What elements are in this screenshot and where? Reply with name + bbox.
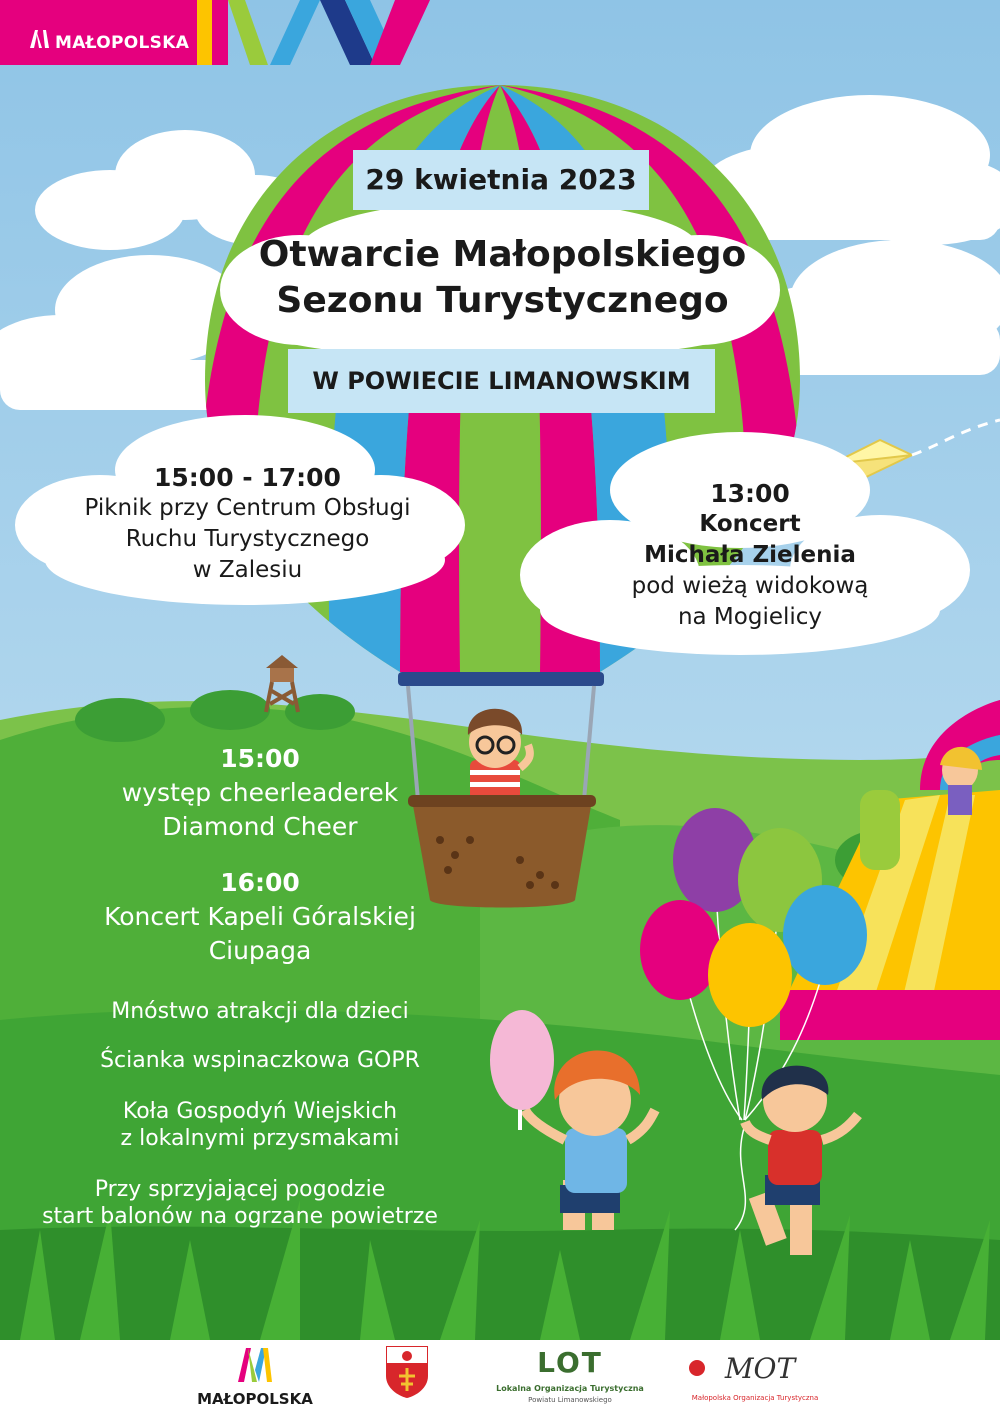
concert-info <box>570 478 930 633</box>
concert-line-1: Koncert <box>699 511 801 537</box>
balloons-line-2: start balonów na ogrzane powietrze <box>42 1204 438 1229</box>
logo-mot-line-1: Małopolska Organizacja Turystyczna <box>691 1394 819 1402</box>
event-date: 29 kwietnia 2023 <box>353 150 649 210</box>
logo-lot <box>490 1346 650 1412</box>
malopolska-logo-icon <box>30 30 50 48</box>
picnic-line-2: Ruchu Turystycznego <box>125 526 370 552</box>
balloon-ring <box>398 672 604 686</box>
program-item-balloons <box>0 1176 480 1230</box>
program-cheer <box>40 742 480 844</box>
concert-line-4: na Mogielicy <box>677 604 823 630</box>
logo-mot-mark: MOT <box>724 1352 796 1385</box>
program-band <box>20 866 500 968</box>
event-title <box>225 232 780 324</box>
cheer-time: 15:00 <box>220 744 300 773</box>
picnic-line-1: Piknik przy Centrum Obsługi <box>84 495 411 521</box>
malopolska-brand-tag <box>0 0 197 65</box>
picnic-info <box>45 462 450 586</box>
picnic-line-3: w Zalesiu <box>192 557 303 583</box>
picnic-time: 15:00 - 17:00 <box>154 463 341 492</box>
title-line-1: Otwarcie Małopolskiego <box>258 234 747 275</box>
footer-logos <box>0 1340 1000 1415</box>
logo-lot-mark: LOT <box>537 1346 603 1379</box>
program-item-kgw <box>20 1098 500 1152</box>
concert-time: 13:00 <box>710 479 790 508</box>
coat-of-arms-icon <box>386 1346 428 1398</box>
event-region: W POWIECIE LIMANOWSKIM <box>288 349 715 413</box>
band-line-1: Koncert Kapeli Góralskiej <box>104 902 416 931</box>
cheer-line-2: Diamond Cheer <box>162 812 358 841</box>
malopolska-color-icon <box>238 1348 272 1382</box>
kgw-line-1: Koła Gospodyń Wiejskich <box>122 1099 398 1124</box>
logo-malopolska <box>190 1348 320 1410</box>
band-time: 16:00 <box>220 868 300 897</box>
brand-name: MAŁOPOLSKA <box>55 33 190 53</box>
concert-line-2: Michała Zielenia <box>644 542 856 568</box>
title-line-2: Sezonu Turystycznego <box>276 280 729 321</box>
program-item-climbing: Ścianka wspinaczkowa GOPR <box>100 1048 420 1073</box>
foreground-grass <box>0 1226 1000 1340</box>
kgw-line-2: z lokalnymi przysmakami <box>120 1126 400 1151</box>
balloons-line-1: Przy sprzyjającej pogodzie <box>94 1177 386 1202</box>
cheer-line-1: występ cheerleaderek <box>121 778 399 807</box>
program-item-kids: Mnóstwo atrakcji dla dzieci <box>111 999 409 1024</box>
logo-lot-line-1: Lokalna Organizacja Turystyczna <box>496 1384 644 1393</box>
band-line-2: Ciupaga <box>208 936 312 965</box>
concert-line-3: pod wieżą widokową <box>631 573 869 599</box>
logo-malopolska-label: MAŁOPOLSKA <box>197 1390 313 1408</box>
logo-mot <box>680 1350 830 1410</box>
logo-lot-line-2: Powiatu Limanowskiego <box>528 1396 612 1404</box>
